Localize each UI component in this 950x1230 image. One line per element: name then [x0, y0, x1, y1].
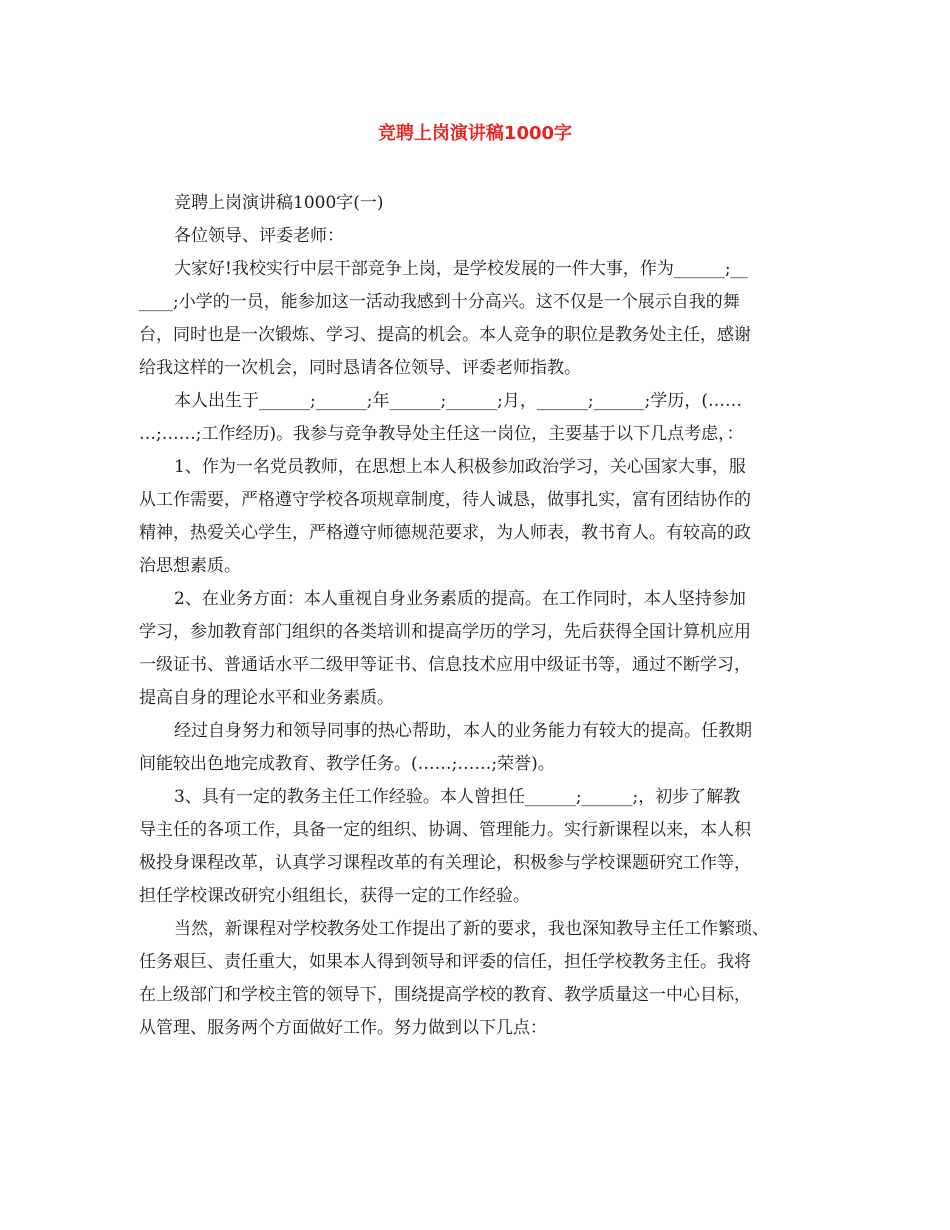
paragraph-line: 当然，新课程对学校教务处工作提出了新的要求，我也深知教导主任工作繁琐、	[174, 919, 769, 939]
paragraph-line: 极投身课程改革，认真学习课程改革的有关理论，积极参与学校课题研究工作等，	[139, 853, 751, 873]
paragraph-line: 从工作需要，严格遵守学校各项规章制度，待人诚恳，做事扎实，富有团结协作的	[139, 490, 751, 510]
document-title: 竞聘上岗演讲稿1000字	[377, 123, 573, 144]
paragraph-line: …;……;工作经历)。我参与竞争教导处主任这一岗位，主要基于以下几点考虑，：	[139, 424, 744, 444]
paragraph-line: 导主任的各项工作，具备一定的组织、协调、管理能力。实行新课程以来，本人积	[139, 820, 751, 840]
salutation-line: 各位领导、评委老师：	[174, 226, 344, 246]
paragraph-line: 一级证书、普通话水平二级甲等证书、信息技术应用中级证书等，通过不断学习，	[139, 655, 751, 675]
paragraph-line: 担任学校课改研究小组组长，获得一定的工作经验。	[139, 886, 530, 906]
paragraph-line: 从管理、服务两个方面做好工作。努力做到以下几点：	[139, 1018, 547, 1038]
paragraph-line: 治思想素质。	[139, 556, 241, 576]
paragraph-line: 精神，热爱关心学生，严格遵守师德规范要求，为人师表，教书育人。有较高的政	[139, 523, 751, 543]
paragraph-line: 台，同时也是一次锻炼、学习、提高的机会。本人竞争的职位是教务处主任，感谢	[139, 325, 751, 345]
paragraph-line: 大家好!我校实行中层干部竞争上岗，是学校发展的一件大事，作为______;__	[174, 259, 748, 279]
paragraph-line: 经过自身努力和领导同事的热心帮助，本人的业务能力有较大的提高。任教期	[174, 721, 752, 741]
paragraph-line: 任务艰巨、责任重大，如果本人得到领导和评委的信任，担任学校教务主任。我将	[139, 952, 751, 972]
paragraph-line: 本人出生于______;______;年______;______;月，______;______;学历，(……	[174, 391, 742, 411]
subtitle-line: 竞聘上岗演讲稿1000字(一)	[174, 193, 384, 213]
paragraph-line: ____;小学的一员，能参加这一活动我感到十分高兴。这不仅是一个展示自我的舞	[139, 292, 740, 312]
paragraph-line: 在上级部门和学校主管的领导下，围绕提高学校的教育、教学质量这一中心目标，	[139, 985, 751, 1005]
paragraph-line: 间能较出色地完成教育、教学任务。(……;……;荣誉)。	[139, 754, 555, 774]
paragraph-line: 2、在业务方面：本人重视自身业务素质的提高。在工作同时，本人坚持参加	[174, 589, 746, 609]
document-body	[139, 187, 819, 1045]
paragraph-line: 1、作为一名党员教师，在思想上本人积极参加政治学习，关心国家大事，服	[174, 457, 746, 477]
paragraph-line: 学习，参加教育部门组织的各类培训和提高学历的学习，先后获得全国计算机应用	[139, 622, 751, 642]
paragraph-line: 给我这样的一次机会，同时恳请各位领导、评委老师指教。	[139, 358, 581, 378]
paragraph-line: 提高自身的理论水平和业务素质。	[139, 688, 394, 708]
paragraph-line: 3、具有一定的教务主任工作经验。本人曾担任______;______;，初步了解教	[174, 787, 741, 807]
